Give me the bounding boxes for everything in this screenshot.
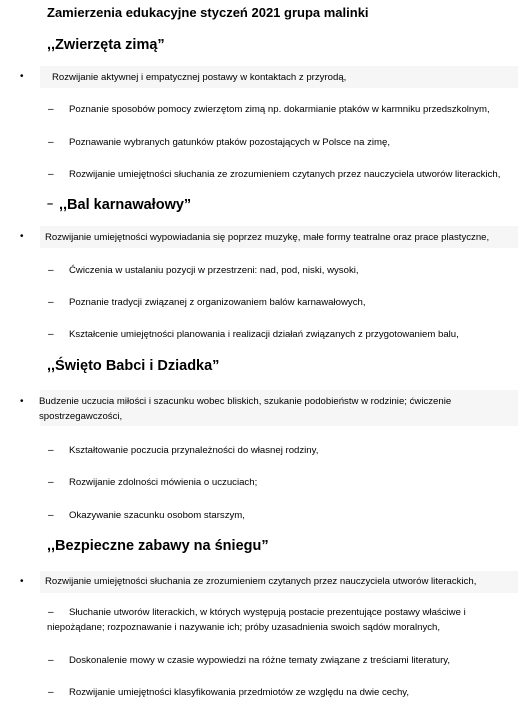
dash-marker: – — [48, 169, 54, 180]
section-heading: ,,Bezpieczne zabawy na śniegu” — [47, 538, 269, 554]
bullet-text: Rozwijanie aktywnej i empatycznej postawy w kontaktach z przyrodą, — [52, 72, 347, 83]
list-item: Słuchanie utworów literackich, w których występują postacie prezentujące postawy właściwe i — [69, 607, 466, 618]
list-item-continued: niepożądane; rozpoznawanie i nazywanie ich; próby uzasadnienia swoich sądów moralnych, — [47, 622, 441, 633]
bullet-text-continued: spostrzegawczości, — [39, 411, 123, 422]
list-item: Kształcenie umiejętności planowania i realizacji działań związanych z przygotowaniem balu, — [69, 329, 459, 340]
dash-marker: – — [48, 510, 54, 521]
list-item: Rozwijanie umiejętności słuchania ze zrozumieniem czytanych przez nauczyciela utworów literackich, — [69, 169, 501, 180]
dash-marker: – — [48, 687, 54, 698]
dash-marker: – — [48, 297, 54, 308]
section-heading: ,,Bal karnawałowy” — [59, 197, 192, 213]
list-item: Rozwijanie zdolności mówienia o uczuciach; — [69, 477, 258, 488]
dash-marker: – — [48, 477, 54, 488]
bullet-text: Rozwijanie umiejętności wypowiadania się poprzez muzykę, małe formy teatralne oraz prace plastyczne, — [45, 232, 490, 243]
section-heading: ,,Święto Babci i Dziadka” — [47, 358, 220, 374]
list-item: Doskonalenie mowy w czasie wypowiedzi na różne tematy związane z treściami literatury, — [69, 655, 451, 666]
dash-marker: – — [48, 265, 54, 276]
bullet-text: Rozwijanie umiejętności słuchania ze zrozumieniem czytanych przez nauczyciela utworów literackich, — [45, 576, 477, 587]
bullet-marker: • — [20, 576, 24, 587]
list-item: Ćwiczenia w ustalaniu pozycji w przestrzeni: nad, pod, niski, wysoki, — [69, 265, 359, 276]
dash-marker: – — [48, 104, 54, 115]
dash-marker: – — [48, 445, 54, 456]
bullet-text: Budzenie uczucia miłości i szacunku wobec bliskich, szukanie podobieństw w rodzinie; ćwiczenie — [39, 396, 452, 407]
list-item: Poznanie tradycji związanej z organizowaniem balów karnawałowych, — [69, 297, 366, 308]
list-item: Okazywanie szacunku osobom starszym, — [69, 510, 245, 521]
dash-marker: – — [48, 607, 54, 618]
list-item: Poznanie sposobów pomocy zwierzętom zimą np. dokarmianie ptaków w karmniku przedszkolnym, — [69, 104, 490, 115]
list-item: Poznawanie wybranych gatunków ptaków pozostających w Polsce na zimę, — [69, 137, 391, 148]
heading-dash-marker: – — [47, 198, 54, 210]
list-item: Kształtowanie poczucia przynależności do własnej rodziny, — [69, 445, 319, 456]
dash-marker: – — [48, 329, 54, 340]
section-heading: ,,Zwierzęta zimą” — [47, 37, 165, 53]
bullet-marker: • — [20, 71, 24, 82]
dash-marker: – — [48, 137, 54, 148]
bullet-marker: • — [20, 231, 24, 242]
dash-marker: – — [48, 655, 54, 666]
page-title: Zamierzenia edukacyjne styczeń 2021 grupa malinki — [47, 5, 369, 20]
bullet-marker: • — [20, 396, 24, 407]
list-item: Rozwijanie umiejętności klasyfikowania przedmiotów ze względu na dwie cechy, — [69, 687, 410, 698]
